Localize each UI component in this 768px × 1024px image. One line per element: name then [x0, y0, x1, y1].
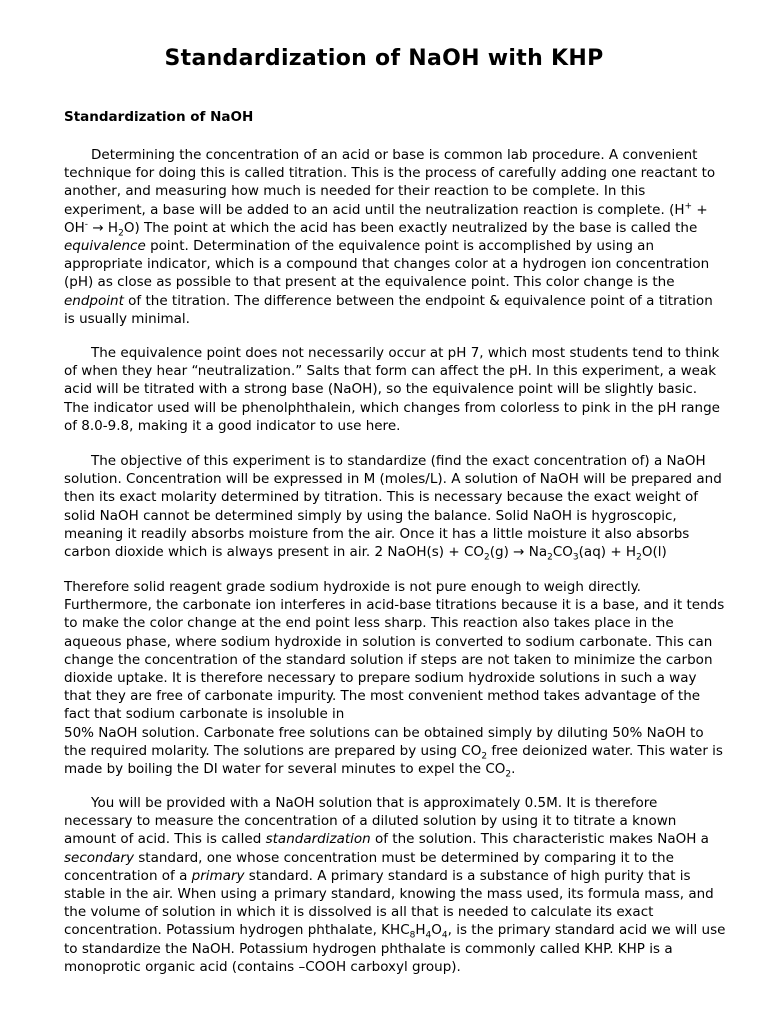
term-standardization: standardization: [265, 831, 371, 848]
term-secondary: secondary: [64, 849, 134, 866]
paragraph-standardization: You will be provided with a NaOH solution that is approximately 0.5M. It is therefore necessary to measure the concentration of a diluted solution by using it to titrate a known amount of acid. This is called standardization of the solution. This characteristic makes NaOH a secondary standard, one whose concentration must be determined by comparing it to the concentration of a primary standard. A primary standard is a substance of high purity that is stable in the air. When using a primary standard, knowing the mass used, its formula mass, and the volume of solution in which it is dissolved is all that is needed to calculate its exact concentration. Potassium hydrogen phthalate, $KHC_8H_4O_4$, is the primary standard acid we will use to standardize the NaOH. Potassium hydrogen phthalate is commonly called KHP. KHP is a monoprotic organic acid (contains –COOH carboxyl group).: [64, 795, 726, 975]
paragraph-objective: The objective of this experiment is to standardize (find the exact concentration of) a NaOH solution. Concentration will be expressed in M (moles/L). A solution of NaOH will be prepared and then its exact molarity determined by titration. This is necessary because the exact weight of solid NaOH cannot be determined simply by using the balance. Solid NaOH is hygroscopic, meaning it readily absorbs moisture from the air. Once it has a little moisture it also absorbs carbon dioxide which is always present in air. 2 NaOH(s) + $CO_2(g) \to Na_2CO_3(aq) + H_2O(l)$: [64, 453, 722, 563]
section-heading: Standardization of NaOH: [64, 109, 254, 125]
term-equivalence: equivalence: [64, 238, 146, 255]
term-endpoint: endpoint: [64, 292, 124, 309]
paragraph-titration-intro: Determining the concentration of an acid or base is common lab procedure. A convenient technique for doing this is called titration. This is the process of carefully adding one reactant to another, and measuring how much is needed for their reaction to be complete. In this experiment, a base will be added to an acid until the neutralization reaction is complete. $(H^+ + OH^- \to H_2O)$ The point at which the acid has been exactly neutralized by the base is called the equivalence point. Determination of the equivalence point is accomplished by using an appropriate indicator, which is a compound that changes color at a hydrogen ion concentration (pH) as close as possible to that present at the equivalence point. This color change is the endpoint of the titration. The difference between the endpoint & equivalence point of a titration is usually minimal.: [64, 147, 716, 327]
paragraph-carbonate: Therefore solid reagent grade sodium hydroxide is not pure enough to weigh directly. Furthermore, the carbonate ion interferes in acid-base titrations because it is a base, and it tends to make the color change at the end point less sharp. This reaction also takes place in the aqueous phase, where sodium hydroxide in solution is converted to sodium carbonate. This can change the concentration of the standard solution if steps are not taken to minimize the carbon dioxide uptake. It is therefore necessary to prepare sodium hydroxide solutions in such a way that they are free of carbonate impurity. The most convenient method takes advantage of the fact that sodium carbonate is insoluble in 50% NaOH solution. Carbonate free solutions can be obtained simply by diluting 50% NaOH to the required molarity. The solutions are prepared by using $CO_2$ free deionized water. This water is made by boiling the DI water for several minutes to expel the $CO_2$.: [64, 579, 725, 780]
paragraph-equivalence-point: The equivalence point does not necessarily occur at pH 7, which most students tend to think of when they hear “neutralization.” Salts that form can affect the pH. In this experiment, a weak acid will be titrated with a strong base (NaOH), so the equivalence point will be slightly basic. The indicator used will be phenolphthalein, which changes from colorless to pink in the pH range of 8.0-9.8, making it a good indicator to use here.: [64, 345, 720, 434]
term-primary: primary: [191, 867, 245, 884]
document-title: Standardization of NaOH with KHP: [164, 46, 604, 71]
